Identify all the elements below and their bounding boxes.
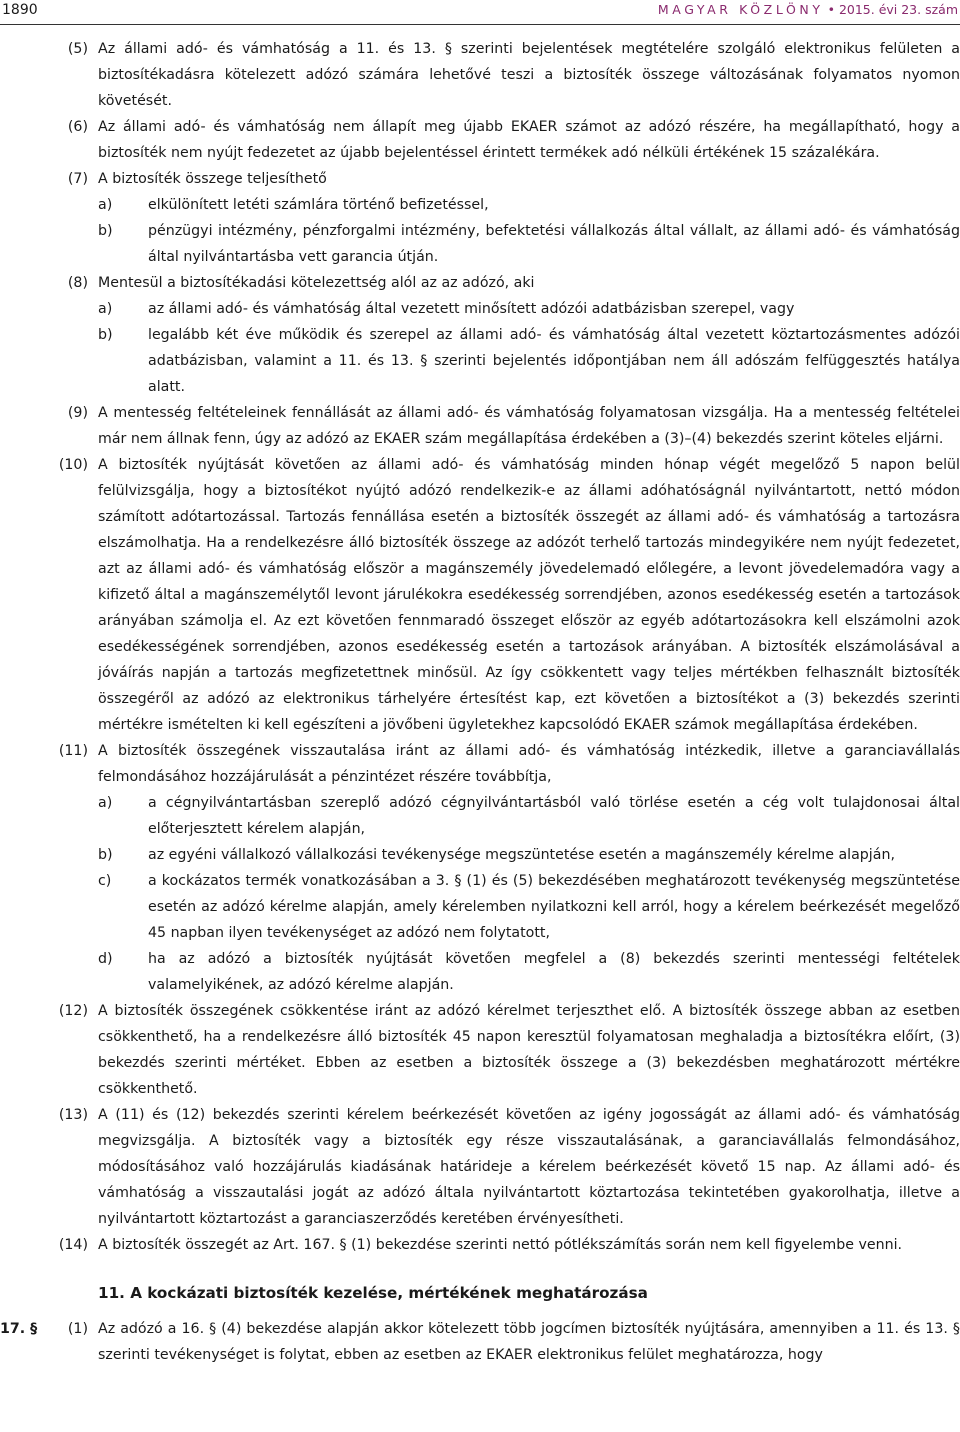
paragraph-6 [0, 114, 960, 166]
paragraph-7 [0, 166, 960, 270]
paragraph-number: (13) [58, 1107, 88, 1123]
item-text: a kockázatos termék vonatkozásában a 3. § (1) és (5) bekezdésében meghatározott tevékenység megszüntetése esetén az adózó kérelme alapján, amely kérelemben nyilatkozni kell arról, hogy a kérelem beérkezését megelőző 45 napban ilyen tevékenységet az adózó nem folytatott, [148, 873, 960, 941]
paragraph-number: (5) [67, 41, 88, 57]
list-item-b [98, 218, 960, 270]
paragraph-10 [0, 452, 960, 738]
item-letter: d) [98, 951, 113, 967]
section-heading: 11. A kockázati biztosíték kezelése, mértékének meghatározása [98, 1284, 648, 1302]
running-header [658, 2, 958, 17]
paragraph-number: (8) [67, 275, 88, 291]
item-text: pénzügyi intézmény, pénzforgalmi intézmény, befektetési vállalkozás által vállalt, az állami adó- és vámhatóság által nyilvántartásba vett garancia útján. [148, 223, 960, 265]
paragraph-5 [0, 36, 960, 114]
page-header [0, 0, 960, 22]
paragraph-number: (6) [67, 119, 88, 135]
item-text: elkülönített letéti számlára történő befizetéssel, [148, 197, 489, 213]
page-number: 1890 [2, 2, 38, 18]
paragraph-8 [0, 270, 960, 400]
issue-label: 2015. évi 23. szám [838, 2, 958, 17]
paragraph-number: (1) [67, 1321, 88, 1337]
item-letter: c) [98, 873, 112, 889]
paragraph-number: (7) [67, 171, 88, 187]
list-item-a [98, 790, 960, 842]
paragraph-text: Mentesül a biztosítékadási kötelezettség alól az az adózó, aki [98, 275, 535, 291]
paragraph-text: A mentesség feltételeinek fennállását az állami adó- és vámhatóság folyamatosan vizsgálja. Ha a mentesség feltételei már nem állnak fenn, úgy az adózó az EKAER szám megállapítása érdekében a (3)–(4) bekezdés szerint köteles eljárni. [98, 405, 960, 447]
bullet-separator: • [827, 2, 835, 17]
paragraph-number: (12) [58, 1003, 88, 1019]
list-item-c [98, 868, 960, 946]
item-letter: a) [98, 197, 113, 213]
item-letter: a) [98, 301, 113, 317]
paragraph-text: A biztosíték összegének visszautalása iránt az állami adó- és vámhatóság intézkedik, illetve a garanciavállalás felmondásához hozzájárulását a pénzintézet részére továbbítja, [98, 743, 960, 785]
section-number: 17. § [0, 1321, 38, 1337]
paragraph-9 [0, 400, 960, 452]
list-item-b [98, 322, 960, 400]
paragraph-12 [0, 998, 960, 1102]
paragraph-13 [0, 1102, 960, 1232]
item-text: ha az adózó a biztosíték nyújtását követően megfelel a (8) bekezdés szerinti mentességi feltételek valamelyikének, az adózó kérelme alapján. [148, 951, 960, 993]
paragraph-text: Az állami adó- és vámhatóság a 11. és 13. § szerinti bejelentések megtételére szolgáló elektronikus felületen a biztosítékadásra kötelezett adózó számára lehetővé teszi a biztosíték összege változásának folyamatos nyomon követését. [98, 41, 960, 109]
paragraph-number: (9) [67, 405, 88, 421]
paragraph-number: (11) [58, 743, 88, 759]
item-letter: b) [98, 847, 113, 863]
paragraph-14 [0, 1232, 960, 1258]
item-letter: b) [98, 223, 113, 239]
item-text: legalább két éve működik és szerepel az állami adó- és vámhatóság által vezetett köztartozásmentes adózói adatbázisban, valamint a 11. és 13. § szerinti bejelentés időpontjában nem áll adószám felfüggesztés hatálya alatt. [148, 327, 960, 395]
paragraph-text: Az adózó a 16. § (4) bekezdése alapján akkor kötelezett több jogcímen biztosíték nyújtására, amennyiben a 11. és 13. § szerinti tevékenységet is folytat, ebben az esetben az EKAER elektronikus felület meghatározza, hogy [98, 1321, 960, 1363]
paragraph-text: A biztosíték nyújtását követően az állami adó- és vámhatóság minden hónap végét megelőző 5 napon belül felülvizsgálja, hogy a biztosítékot nyújtó adózó rendelkezik-e az állami adóhatóságnál nyilvántartott, nettó módon számított adótartozással. Tartozás fennállása esetén a biztosíték összegét az állami adó- és vámhatóság a tartozásra elszámolhatja. Ha a rendelkezésre álló biztosíték összege az adózót terhelő tartozás mindegyikére nem nyújt fedezetet, azt az állami adó- és vámhatóság először a magánszemély jövedelemadó előlegére, a levont jövedelemadóra vagy a kifizető által a magánszemélytől levont járulékokra esedékesség sorrendjében, azonos esedékesség esetén a tartozások arányában számolja el. Az ezt követően fennmaradó összeget először az egyéb adótartozásokra kell elszámolni azok esedékességének sorrendjében, azonos esedékesség esetén a tartozások arányában. A biztosíték elszámolásával a jóváírás napján a tartozás megfizetettnek minősül. Az így csökkentett vagy teljes mértékben felhasznált biztosíték összegéről az adózó az elektronikus tárhelyére értesítést kap, ezt követően a biztosítékot a (3) bekezdés szerinti mértékre ismételten ki kell egészíteni a jövőbeni ügyletekhez kapcsolódó EKAER számok megállapítása érdekében. [98, 457, 960, 733]
paragraph-text: A biztosíték összegét az Art. 167. § (1) bekezdése szerinti nettó pótlékszámítás során nem kell figyelembe venni. [98, 1237, 903, 1253]
list-item-d [98, 946, 960, 998]
paragraph-text: A biztosíték összegének csökkentése iránt az adózó kérelmet terjeszthet elő. A biztosíték összege abban az esetben csökkenthető, ha a rendelkezésre álló biztosíték 45 napon keresztül folyamatosan meghaladja a biztosítékra előírt, (3) bekezdés szerinti mértéket. Ebben az esetben a biztosíték összege a (3) bekezdésben meghatározott mértékre csökkenthető. [98, 1003, 960, 1097]
document-body [0, 36, 960, 1368]
journal-title: MAGYAR KÖZLÖNY [657, 2, 824, 17]
paragraph-text: Az állami adó- és vámhatóság nem állapít meg újabb EKAER számot az adózó részére, ha megállapítható, hogy a biztosíték nem nyújt fedezetet az újabb bejelentéssel érintett termékek adó nélküli értékének 15 százalékára. [98, 119, 960, 161]
paragraph-text: A biztosíték összege teljesíthető [98, 171, 327, 187]
item-text: a cégnyilvántartásban szereplő adózó cégnyilvántartásból való törlése esetén a cég volt tulajdonosai által előterjesztett kérelem alapján, [148, 795, 960, 837]
item-text: az egyéni vállalkozó vállalkozási tevékenysége megszüntetése esetén a magánszemély kérelme alapján, [148, 847, 895, 863]
list-item-a [98, 296, 960, 322]
paragraph-number: (10) [58, 457, 88, 473]
item-letter: b) [98, 327, 113, 343]
item-letter: a) [98, 795, 113, 811]
section-17-paragraph-1 [0, 1316, 960, 1368]
list-item-b [98, 842, 960, 868]
paragraph-text: A (11) és (12) bekezdés szerinti kérelem beérkezését követően az igény jogosságát az állami adó- és vámhatóság megvizsgálja. A biztosíték vagy a biztosíték egy része visszautalásának, a garanciavállalás felmondásához, módosításához való hozzájárulás kiadásának határideje a kérelem beérkezését követő 15 nap. Az állami adó- és vámhatóság a visszautalási jogát az adózó általa nyilvántartott köztartozása tekintetében gyakorolhatja, illetve a nyilvántartott köztartozást a garanciaszerződés keretében érvényesítheti. [98, 1107, 960, 1227]
list-item-a [98, 192, 960, 218]
paragraph-number: (14) [58, 1237, 88, 1253]
paragraph-11 [0, 738, 960, 998]
item-text: az állami adó- és vámhatóság által vezetett minősített adózói adatbázisban szerepel, vagy [148, 301, 795, 317]
header-rule [0, 24, 960, 25]
